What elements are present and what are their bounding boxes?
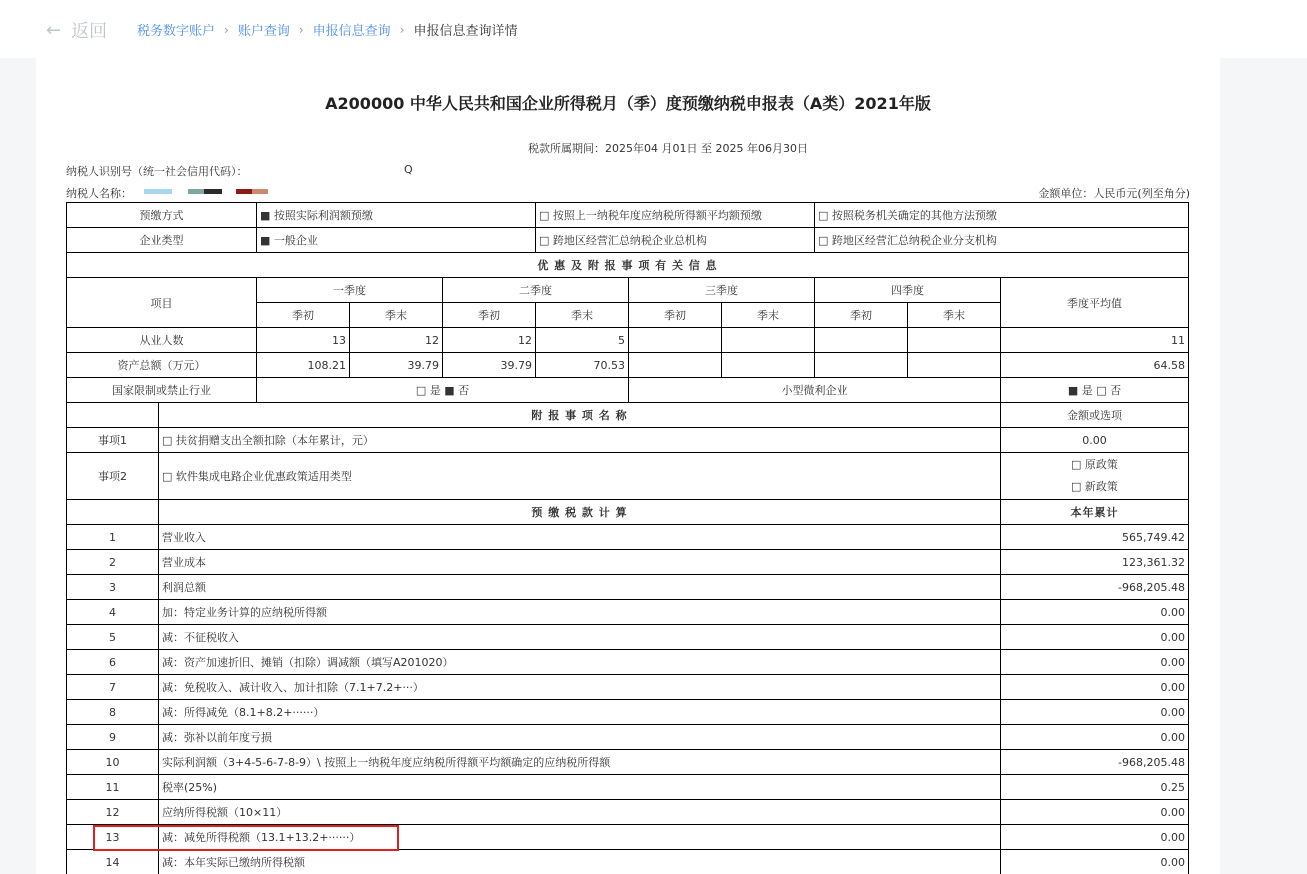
avg-header: 季度平均值 [1001,278,1189,328]
taxpayer-id-label: 纳税人识别号（统一社会信用代码）： [66,165,248,178]
table-row [67,850,1189,874]
table-row [67,253,1189,278]
cell-value [722,353,815,378]
redaction-block [204,189,222,194]
cell-value: 12 [443,328,536,353]
table-row [67,378,1189,403]
row-label: 资产总额（万元） [67,353,257,378]
cell-value [629,353,722,378]
cell-value [908,353,1001,378]
row-number: 1 [67,525,159,550]
row-number: 10 [67,750,159,775]
row-label: 营业收入 [159,525,1001,550]
row-value: 0.00 [1001,800,1189,825]
row-value: 0.00 [1001,825,1189,850]
option-new-policy: □ 新政策 [1071,480,1118,493]
table-row [67,278,1189,303]
row-value: -968,205.48 [1001,575,1189,600]
row-number: 8 [67,700,159,725]
table-row [67,403,1189,428]
cell-value [629,328,722,353]
redaction-block [236,189,252,194]
back-button[interactable] [46,17,107,43]
sub-header: 季末 [722,303,815,328]
top-bar [0,0,1307,58]
row-value: -968,205.48 [1001,750,1189,775]
prepay-option: □ 按照税务机关确定的其他方法预缴 [815,203,1189,228]
calc-rows [67,525,1189,874]
cell-value: 70.53 [536,353,629,378]
row-label: 加：特定业务计算的应纳税所得额 [159,600,1001,625]
row-label: 减：资产加速折旧、摊销（扣除）调减额（填写A201020） [159,650,1001,675]
cell-value: 5 [536,328,629,353]
prepay-option: ■ 按照实际利润额预缴 [257,203,536,228]
row-value: 0.00 [1001,675,1189,700]
table-row [67,328,1189,353]
row-label: 减：本年实际已缴纳所得税额 [159,850,1001,874]
company-type-option: □ 跨地区经营汇总纳税企业分支机构 [815,228,1189,253]
row-value: 123,361.32 [1001,550,1189,575]
chevron-right-icon: › [224,22,229,37]
amount-unit: 金额单位：人民币元(列至角分) [1038,187,1190,200]
company-type-label: 企业类型 [67,228,257,253]
table-row [67,353,1189,378]
cell-value [722,328,815,353]
item-name: □ 软件集成电路企业优惠政策适用类型 [159,453,1001,500]
item-value: 0.00 [1001,428,1189,453]
cell-value: 39.79 [443,353,536,378]
redaction-block [144,189,172,194]
row-label: 税率(25%) [159,775,1001,800]
cell-value [815,328,908,353]
sub-header: 季初 [629,303,722,328]
table-row [67,453,1189,500]
cell-value [815,353,908,378]
row-value: 0.00 [1001,700,1189,725]
row-value: 0.00 [1001,600,1189,625]
document-title: A200000 中华人民共和国企业所得税月（季）度预缴纳税申报表（A类）2021年版 [325,94,931,113]
item-name: □ 扶贫捐赠支出全额扣除（本年累计，元） [159,428,1001,453]
quarter-header: 一季度 [257,278,443,303]
avg-value: 11 [1001,328,1189,353]
table-row [67,750,1189,775]
row-label: 从业人数 [67,328,257,353]
table-row [67,428,1189,453]
item-header: 项目 [67,278,257,328]
row-number: 5 [67,625,159,650]
row-label: 实际利润额（3+4-5-6-7-8-9）\ 按照上一纳税年度应纳税所得额平均额确定的应纳税所得额 [159,750,1001,775]
row-label: 利润总额 [159,575,1001,600]
company-type-option: □ 跨地区经营汇总纳税企业总机构 [536,228,815,253]
tax-period: 税款所属期间：2025年04 月01日 至 2025 年06月30日 [528,142,808,155]
table-row [67,800,1189,825]
declaration-table [66,202,1189,874]
item-id: 事项1 [67,428,159,453]
row-value: 0.25 [1001,775,1189,800]
crumb-current: 申报信息查询详情 [413,24,518,39]
table-row [67,625,1189,650]
row-label: 减：弥补以前年度亏损 [159,725,1001,750]
amount-header: 金额或选项 [1001,403,1189,428]
row-number: 11 [67,775,159,800]
back-label: 返回 [71,21,108,42]
taxpayer-id-value: Q [404,163,413,176]
back-arrow-icon: ← [46,19,62,41]
row-value: 0.00 [1001,850,1189,874]
cell-value: 108.21 [257,353,350,378]
table-row [67,600,1189,625]
row-label: 减：免税收入、减计收入、加计扣除（7.1+7.2+···） [159,675,1001,700]
row-label: 减：减免所得税额（13.1+13.2+······） [159,825,1001,850]
row-value: 565,749.42 [1001,525,1189,550]
empty-cell [67,403,159,428]
sub-header: 季末 [350,303,443,328]
prepay-option: □ 按照上一纳税年度应纳税所得额平均额预缴 [536,203,815,228]
avg-value: 64.58 [1001,353,1189,378]
sub-header: 季末 [536,303,629,328]
row-value: 0.00 [1001,625,1189,650]
cell-value: 39.79 [350,353,443,378]
redaction-block [252,189,268,194]
chevron-right-icon: › [399,22,405,37]
cell-value [908,328,1001,353]
row-number: 13 [67,825,159,850]
table-row [67,500,1189,525]
table-row [67,228,1189,253]
restricted-label: 国家限制或禁止行业 [67,378,257,403]
row-value: 0.00 [1001,650,1189,675]
cell-value: 13 [257,328,350,353]
sub-header: 季初 [443,303,536,328]
quarter-header: 三季度 [629,278,815,303]
taxpayer-name-label: 纳税人名称： [66,187,132,200]
row-number: 4 [67,600,159,625]
row-number: 3 [67,575,159,600]
sub-header: 季初 [815,303,908,328]
chevron-right-icon: › [298,22,304,37]
section-header: 预 缴 税 款 计 算 [159,500,1001,525]
row-number: 7 [67,675,159,700]
quarter-header: 二季度 [443,278,629,303]
row-label: 应纳所得税额（10×11） [159,800,1001,825]
highlight-box [93,825,399,851]
small-enterprise-value: ■ 是 □ 否 [1001,378,1189,403]
crumb-account-query[interactable]: 账户查询 [237,24,290,39]
row-number: 6 [67,650,159,675]
section-header: 附 报 事 项 名 称 [159,403,1001,428]
row-label: 营业成本 [159,550,1001,575]
declaration-document [36,58,1220,874]
row-value: 0.00 [1001,725,1189,750]
table-row [67,725,1189,750]
table-row [67,203,1189,228]
empty-cell [67,500,159,525]
company-type-option: ■ 一般企业 [257,228,536,253]
sub-header: 季末 [908,303,1001,328]
cell-value: 12 [350,328,443,353]
prepay-label: 预缴方式 [67,203,257,228]
crumb-digital-account[interactable]: 税务数字账户 [137,24,216,39]
option-old-policy: □ 原政策 [1071,458,1118,471]
row-label: 减：不征税收入 [159,625,1001,650]
small-enterprise-label: 小型微利企业 [629,378,1001,403]
quarter-header: 四季度 [815,278,1001,303]
crumb-declaration-query[interactable]: 申报信息查询 [312,24,391,39]
row-number: 12 [67,800,159,825]
sub-header: 季初 [257,303,350,328]
item-id: 事项2 [67,453,159,500]
table-row [67,575,1189,600]
restricted-value: □ 是 ■ 否 [257,378,629,403]
breadcrumb [137,20,518,39]
section-header: 优 惠 及 附 报 事 项 有 关 信 息 [67,253,1189,278]
table-row [67,775,1189,800]
table-row [67,700,1189,725]
table-row [67,675,1189,700]
table-row [67,650,1189,675]
table-row [67,550,1189,575]
row-number: 9 [67,725,159,750]
row-number: 2 [67,550,159,575]
row-label: 减：所得减免（8.1+8.2+······） [159,700,1001,725]
item-options [1001,453,1189,500]
table-row [67,525,1189,550]
redaction-block [188,189,204,194]
amount-header: 本年累计 [1001,500,1189,525]
row-number: 14 [67,850,159,874]
